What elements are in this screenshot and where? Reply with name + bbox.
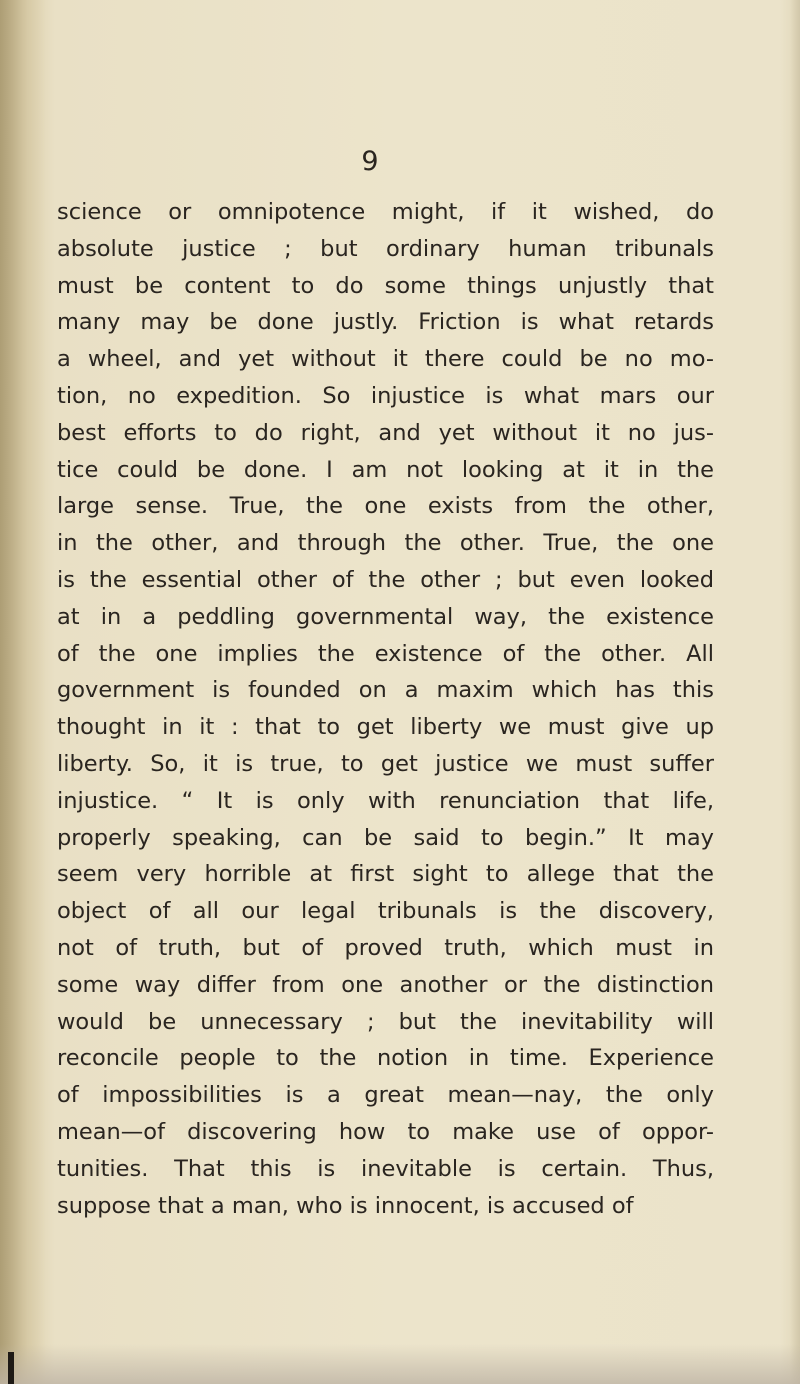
text-line: reconcile people to the notion in time. Experience — [57, 1045, 714, 1072]
text-line: in the other, and through the other. True, the one — [57, 530, 714, 557]
text-line: not of truth, but of proved truth, which must in — [57, 934, 714, 961]
text-line: object of all our legal tribunals is the discovery, — [57, 898, 714, 925]
text-line: best efforts to do right, and yet without it no jus- — [57, 419, 714, 446]
text-line: injustice. “ It is only with renunciation that life, — [57, 787, 714, 814]
text-line: thought in it : that to get liberty we must give up — [57, 714, 714, 741]
page-right-edge — [790, 0, 800, 1384]
text-line: seem very horrible at first sight to allege that the — [57, 861, 714, 888]
body-text — [57, 194, 714, 1224]
text-line: of the one implies the existence of the other. All — [57, 640, 714, 667]
page-number: 9 — [361, 146, 379, 177]
binding-gutter — [0, 0, 46, 1384]
text-line: science or omnipotence might, if it wished, do — [57, 199, 714, 225]
text-line: many may be done justly. Friction is what retards — [57, 309, 714, 336]
text-line: would be unnecessary ; but the inevitability will — [57, 1008, 714, 1035]
text-line: suppose that a man, who is innocent, is accused of — [57, 1192, 634, 1219]
text-line: tice could be done. I am not looking at it in the — [57, 456, 714, 483]
edge-mark — [8, 1352, 14, 1384]
text-line: government is founded on a maxim which has this — [57, 677, 714, 704]
text-line: a wheel, and yet without it there could be no mo- — [57, 346, 714, 373]
text-line: must be content to do some things unjustly that — [57, 272, 714, 299]
text-line: properly speaking, can be said to begin.” It may — [57, 824, 714, 851]
page-bottom-shadow — [0, 1344, 800, 1384]
text-line: is the essential other of the other ; but even looked — [57, 566, 714, 593]
text-line: mean—of discovering how to make use of oppor- — [57, 1118, 714, 1145]
text-line: of impossibilities is a great mean—nay, the only — [57, 1082, 714, 1109]
text-line: some way differ from one another or the distinction — [57, 971, 714, 998]
text-line: absolute justice ; but ordinary human tribunals — [57, 235, 714, 262]
text-line: liberty. So, it is true, to get justice we must suffer — [57, 750, 714, 777]
text-line: large sense. True, the one exists from the other, — [57, 493, 714, 520]
text-line: tunities. That this is inevitable is certain. Thus, — [57, 1155, 714, 1182]
text-line: tion, no expedition. So injustice is what mars our — [57, 382, 714, 409]
text-line: at in a peddling governmental way, the existence — [57, 603, 714, 630]
